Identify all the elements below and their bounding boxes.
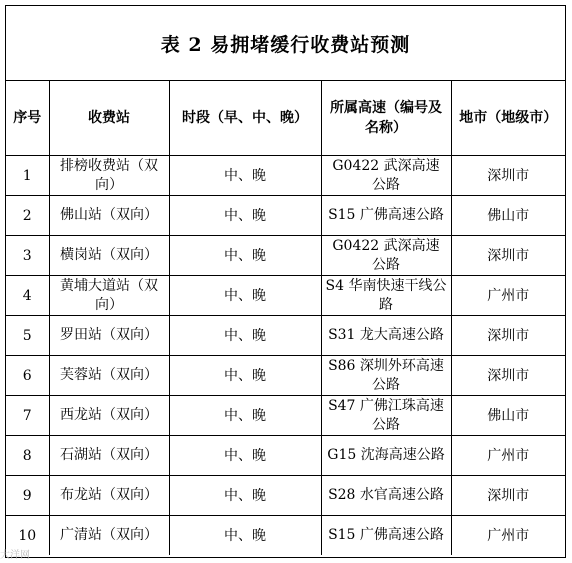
row-highway: S86 深圳外环高速公路	[321, 356, 451, 396]
table-frame	[5, 5, 566, 558]
row-highway: G0422 武深高速公路	[321, 156, 451, 196]
row-period: 中、晚	[169, 476, 321, 516]
row-no: 9	[6, 476, 49, 516]
row-no: 2	[6, 196, 49, 236]
row-station: 西龙站（双向）	[49, 396, 169, 436]
row-station: 石湖站（双向）	[49, 436, 169, 476]
row-no: 8	[6, 436, 49, 476]
header-no: 序号	[6, 80, 49, 156]
table-row	[6, 516, 565, 556]
row-city: 广州市	[451, 276, 565, 316]
row-no: 7	[6, 396, 49, 436]
toll-station-table	[6, 80, 565, 555]
row-no: 1	[6, 156, 49, 196]
header-station: 收费站	[49, 80, 169, 156]
table-row	[6, 156, 565, 196]
table-row	[6, 396, 565, 436]
row-no: 6	[6, 356, 49, 396]
row-station: 布龙站（双向）	[49, 476, 169, 516]
row-highway: S4 华南快速干线公路	[321, 276, 451, 316]
row-highway: G15 沈海高速公路	[321, 436, 451, 476]
row-city: 广州市	[451, 436, 565, 476]
row-no: 4	[6, 276, 49, 316]
row-highway: S47 广佛江珠高速公路	[321, 396, 451, 436]
row-period: 中、晚	[169, 236, 321, 276]
watermark: 大洋网	[0, 550, 30, 561]
row-period: 中、晚	[169, 436, 321, 476]
row-period: 中、晚	[169, 316, 321, 356]
row-highway: S28 水官高速公路	[321, 476, 451, 516]
row-period: 中、晚	[169, 276, 321, 316]
row-period: 中、晚	[169, 516, 321, 556]
table-title: 表 2 易拥堵缓行收费站预测	[6, 6, 565, 81]
table-row	[6, 196, 565, 236]
header-row	[6, 80, 565, 156]
row-city: 深圳市	[451, 236, 565, 276]
table-row	[6, 436, 565, 476]
row-no: 10	[6, 516, 49, 556]
row-city: 深圳市	[451, 156, 565, 196]
row-city: 佛山市	[451, 396, 565, 436]
row-city: 广州市	[451, 516, 565, 556]
row-highway: S31 龙大高速公路	[321, 316, 451, 356]
row-period: 中、晚	[169, 196, 321, 236]
table-row	[6, 276, 565, 316]
row-no: 5	[6, 316, 49, 356]
table-row	[6, 316, 565, 356]
row-station: 排榜收费站（双向）	[49, 156, 169, 196]
row-period: 中、晚	[169, 396, 321, 436]
row-station: 罗田站（双向）	[49, 316, 169, 356]
table-row	[6, 476, 565, 516]
row-no: 3	[6, 236, 49, 276]
row-station: 芙蓉站（双向）	[49, 356, 169, 396]
row-station: 广清站（双向）	[49, 516, 169, 556]
row-highway: G0422 武深高速公路	[321, 236, 451, 276]
table-row	[6, 236, 565, 276]
row-period: 中、晚	[169, 156, 321, 196]
row-city: 佛山市	[451, 196, 565, 236]
row-station: 横岗站（双向）	[49, 236, 169, 276]
row-city: 深圳市	[451, 476, 565, 516]
row-city: 深圳市	[451, 356, 565, 396]
header-period: 时段（早、中、晚）	[169, 80, 321, 156]
header-highway: 所属高速（编号及名称）	[321, 80, 451, 156]
row-highway: S15 广佛高速公路	[321, 516, 451, 556]
row-station: 佛山站（双向）	[49, 196, 169, 236]
row-city: 深圳市	[451, 316, 565, 356]
row-highway: S15 广佛高速公路	[321, 196, 451, 236]
row-station: 黄埔大道站（双向）	[49, 276, 169, 316]
table-row	[6, 356, 565, 396]
header-city: 地市（地级市）	[451, 80, 565, 156]
row-period: 中、晚	[169, 356, 321, 396]
